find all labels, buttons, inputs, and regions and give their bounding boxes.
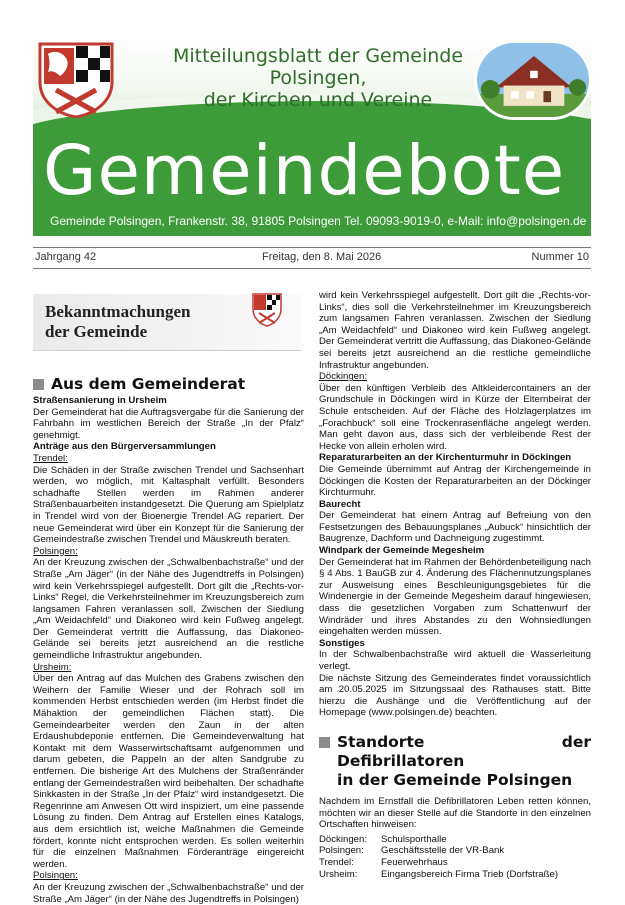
paragraph: Der Gemeinderat hat im Rahmen der Behördenbeteiligung nach § 4 Abs. 1 BauGB zur 4. Änderung des Flächennutzungsplanes zur Ausweisung eines Beschleunigungsgebietes für die Windenergie in der Gemeinde Megesheim darauf hingewiesen, dass die gesetzlichen Vorgaben zum Schattenwurf der Windräder und ihres Abstandes zu den Wohnsiedlungen eingehalten werden müssen. xyxy=(319,556,591,638)
paragraph: Über den Antrag auf das Mulchen des Grabens zwischen den Weihern der Familie Wieser und der Rohrach soll im kommenden Herbst entschieden werden (im Herbst findet die Mähaktion der gemeindlichen Flächen statt). Die Gemeindearbeiter werden den Zaun in der alten Erdaushubdeponie entfernen. Die Gemeindeverwaltung hat Kontakt mit dem Wasserwirtschaftsamt aufgenommen und darum gebeten, die Pappeln an der alten Sandgrube zu entfernen. Die bisherige Art des Mulchens der Straßenränder entlang der Gemeindestraßen wird beibehalten. Der schadhafte Sinkkasten in der Straße „In der Pfalz“ wird instandgesetzt. Die Regenrinne am Anwesen Ott wird inspiziert, um eine passende Lösung zu finden. Dem Antrag auf Erstellen eines Katalogs, aus dem ersichtlich ist, welche Maßnahmen die Gemeinde fördert, konnte nicht entsprochen werden. Es sollen weiterhin für die einzelnen Maßnahmen Förderanträge eingereicht werden. xyxy=(33,673,304,870)
issue-date: Freitag, den 8. Mai 2026 xyxy=(262,251,382,263)
house-photo xyxy=(474,40,592,120)
subtitle-line-2: der Kirchen und Vereine xyxy=(203,89,433,111)
paragraph: wird kein Verkehrsspiegel aufgestellt. Dort gilt die „Rechts-vor-Links“, dies soll die Verkehrsteilnehmer im Kreuzungsbereich zum langsamen Fahren veranlassen. Zwischen der Siedlung „Am Weidachfeld“ und Diakoneo wird kein Fußweg angelegt. Der Gemeinderat vertritt die Auffassung, das Diakoneo-Gelände sei bereits jetzt ausreichend an die restliche gemeindliche Infrastruktur angebunden. xyxy=(319,290,591,371)
place-label: Ursheim: xyxy=(33,661,72,673)
paragraph: Der Gemeinderat hat einem Antrag auf Befreiung von den Festsetzungen des Bebauungsplanes „Aubuck“ hinsichtlich der Baugrenze, Dachform und Dachneigung zugestimmt. xyxy=(319,510,591,545)
defibrillator-location: Feuerwehrhaus xyxy=(381,856,448,868)
paragraph: Die Schäden in der Straße zwischen Trendel und Sachsenhart werden, wo möglich, mit Kaltasphalt verfüllt. Besonders schadhafte Stellen werden im Rahmen anderer Straßenbauarbeiten instandgesetzt. Die Querung am Spielplatz in Trendel wird von der Bioenergie Trendel AG repariert. Der neue Gemeinderat wird über ein Konzept für die Sanierung der Gemeindestraße zwischen Trendel und Mäuskreuth beraten. xyxy=(33,464,304,546)
issue-number: Nummer 10 xyxy=(531,251,589,263)
right-column-content xyxy=(319,290,591,719)
place-label: Polsingen: xyxy=(33,870,78,882)
paragraph: Die Gemeinde übernimmt auf Antrag der Kirchengemeinde in Döckingen die Kosten der Reparaturarbeiten an der Döckinger Kirchturmuhr. xyxy=(319,463,591,499)
defibrillator-place: Ursheim: xyxy=(319,868,358,880)
defibrillator-location: Geschäftsstelle der VR-Bank xyxy=(381,845,505,857)
left-column xyxy=(33,375,304,905)
section-heading-defibrillatoren: Standorte der Defibrillatoren in der Gemeinde Polsingen xyxy=(319,733,591,790)
issue-volume: Jahrgang 42 xyxy=(35,251,97,263)
place-label: Trendel: xyxy=(33,452,68,464)
defibrillator-place: Trendel: xyxy=(319,856,354,868)
subheading: Baurecht xyxy=(319,498,361,510)
subheading: Anträge aus den Bürgerversammlungen xyxy=(33,441,216,453)
paragraph: An der Kreuzung zwischen der „Schwalbenbachstraße“ und der Straße „Am Jäger“ (in der Nähe des Jugendtreffs in Polsingen) wird kein Verkehrsspiegel aufgestellt. Dort gilt die „Rechts-vor-Links“ Regel, die Verkehrsteilnehmer im Kreuzungsbereich zum langsamen Fahren veranlassen soll. Zwischen der Siedlung „Am Weidachfeld“ und Diakoneo wird kein Fußweg angelegt. Der Gemeinderat vertritt die Auffassung, das Diakoneo-Gelände sei bereits jetzt ausreichend an die restliche gemeindliche Infrastruktur angebunden. xyxy=(33,557,304,662)
section-header-title: Bekanntmachungen der Gemeinde xyxy=(45,302,191,341)
issue-info-bar xyxy=(33,247,591,269)
subheading: Sonstiges xyxy=(319,637,365,649)
defibrillator-list xyxy=(319,834,591,880)
subtitle-line-1: Mitteilungsblatt der Gemeinde Polsingen, xyxy=(172,45,464,89)
square-bullet-icon xyxy=(319,737,330,748)
defibrillator-location: Schulsporthalle xyxy=(381,833,447,845)
subheading: Windpark der Gemeinde Megesheim xyxy=(319,545,485,557)
square-bullet-icon xyxy=(33,379,44,390)
right-column xyxy=(319,290,591,880)
place-label: Polsingen: xyxy=(33,545,78,557)
defibrillator-intro: Nachdem im Ernstfall die Defibrillatoren Leben retten können, möchten wir an dieser Stelle auf die Standorte in den einzelnen Ortschaften hinweisen: xyxy=(319,795,591,831)
gemeinderat-content xyxy=(33,395,304,905)
paragraph: In der Schwalbenbachstraße wird aktuell die Wasserleitung verlegt. xyxy=(319,649,591,672)
paragraph: Die nächste Sitzung des Gemeinderates findet voraussichtlich am 20.05.2025 im Sitzungssaal des Rathauses statt. Bitte hierzu die Aushänge und die Veröffentlichung auf der Homepage (www.polsingen.de) beachten. xyxy=(319,672,591,719)
paragraph: An der Kreuzung zwischen der „Schwalbenbachstraße“ und der Straße „Am Jäger“ (in der Nähe des Jugendtreffs in Polsingen) xyxy=(33,881,304,905)
masthead-subtitle xyxy=(128,45,508,111)
paragraph: Über den künftigen Verbleib des Altkleidercontainers an der Grundschule in Döckingen wird in Kürze der Elternbeirat der Schule entscheiden. Auf der Fläche des Holzlagerplatzes im „Forachbuck“ soll eine Trockenrasenfläche angelegt werden. Man geht davon aus, dass sich der verbleibende Rest der Hecke von allein erholen wird. xyxy=(319,382,591,452)
masthead-title: Gemeindebote xyxy=(43,131,566,211)
masthead-address: Gemeinde Polsingen, Frankenstr. 38, 91805 Polsingen Tel. 09093-9019-0, e-Mail: info@polsingen.de xyxy=(50,214,587,228)
section-heading-gemeinderat: Aus dem Gemeinderat xyxy=(33,375,304,394)
defibrillator-section xyxy=(319,733,591,880)
paragraph: Der Gemeinderat hat die Auftragsvergabe für die Sanierung der Fahrbahn im westlichen Bereich der Straße „In der Pfalz“ genehmigt. xyxy=(33,406,304,441)
small-crest-icon xyxy=(252,293,282,327)
defibrillator-location: Eingangsbereich Firma Trieb (Dorfstraße) xyxy=(381,868,559,880)
coat-of-arms-icon xyxy=(38,42,114,118)
defibrillator-place: Döckingen: xyxy=(319,833,367,845)
defibrillator-place: Polsingen: xyxy=(319,845,364,857)
place-label: Döckingen: xyxy=(319,371,367,383)
subheading: Reparaturarbeiten an der Kirchenturmuhr in Döckingen xyxy=(319,452,572,464)
subheading: Straßensanierung in Ursheim xyxy=(33,395,167,406)
